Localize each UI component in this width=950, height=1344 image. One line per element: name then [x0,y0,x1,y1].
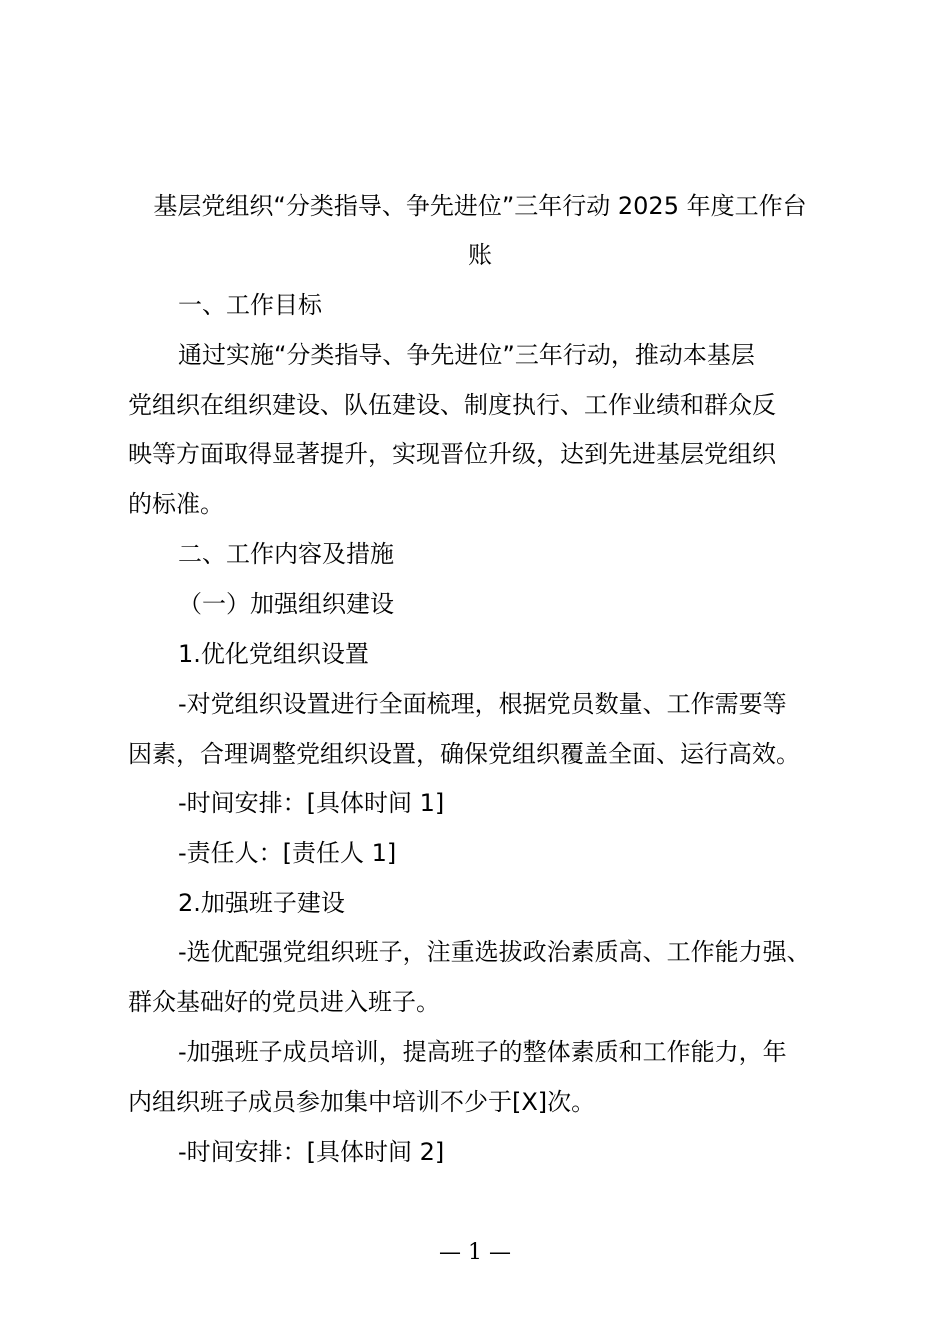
section-heading-goals: 一、工作目标 [178,291,322,319]
paragraph-line: 的标准。 [128,490,224,518]
paragraph-line: 因素，合理调整党组织设置，确保党组织覆盖全面、运行高效。 [128,740,800,768]
item-heading: 2.加强班子建设 [178,889,345,917]
section-heading-content: 二、工作内容及措施 [178,540,394,568]
document-title-line-2: 账 [468,241,492,269]
responsible-person-line: -责任人：[责任人 1] [178,839,397,867]
paragraph-line: 党组织在组织建设、队伍建设、制度执行、工作业绩和群众反 [128,391,776,419]
document-title-line-1: 基层党组织“分类指导、争先进位”三年行动 2025 年度工作台 [153,192,807,220]
item-heading: 1.优化党组织设置 [178,640,369,668]
paragraph-line: -选优配强党组织班子，注重选拔政治素质高、工作能力强、 [178,938,811,966]
paragraph-line: 通过实施“分类指导、争先进位”三年行动，推动本基层 [178,341,755,369]
paragraph-line: 群众基础好的党员进入班子。 [128,988,440,1016]
subsection-heading: （一）加强组织建设 [178,590,394,618]
paragraph-line: 内组织班子成员参加集中培训不少于[X]次。 [128,1088,596,1116]
schedule-line: -时间安排：[具体时间 2] [178,1138,445,1166]
paragraph-line: -对党组织设置进行全面梳理，根据党员数量、工作需要等 [178,690,787,718]
paragraph-line: -加强班子成员培训，提高班子的整体素质和工作能力，年 [178,1038,787,1066]
page-number: — 1 — [439,1240,511,1265]
schedule-line: -时间安排：[具体时间 1] [178,789,445,817]
paragraph-line: 映等方面取得显著提升，实现晋位升级，达到先进基层党组织 [128,440,776,468]
